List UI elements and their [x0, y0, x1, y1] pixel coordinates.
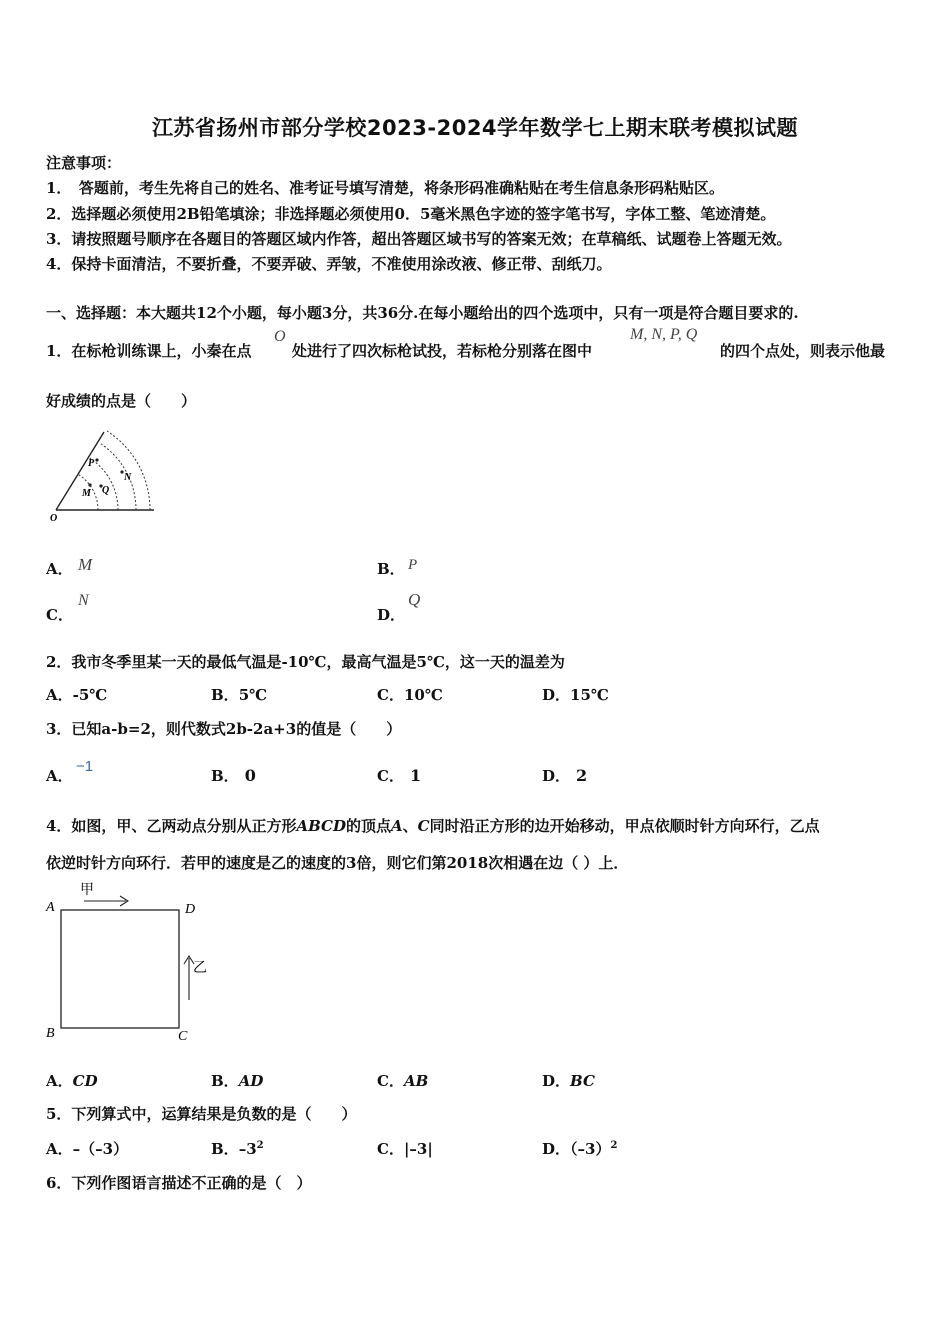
- q1-fig-label-n: N: [124, 472, 132, 483]
- q4-fig-square: [61, 910, 179, 1028]
- q4-text-part1: 4．如图，甲、乙两动点分别从正方形: [46, 817, 297, 835]
- q4-text-sep: 、: [402, 817, 418, 835]
- q5-option-b: [211, 1138, 264, 1159]
- q1-option-c-label: C．: [46, 606, 73, 624]
- q6-text: 6．下列作图语言描述不正确的是（ ）: [46, 1174, 312, 1192]
- q4-option-c-value: AB: [403, 1072, 429, 1090]
- q1-option-d-label: D．: [377, 606, 406, 624]
- q1-fig-arc-outermost: [107, 431, 150, 510]
- q5-option-a-label: A．: [46, 1140, 73, 1158]
- q4-text-line2: 依逆时针方向环行．若甲的速度是乙的速度的3倍，则它们第2018次相遇在边（ ）上．: [46, 854, 629, 872]
- q1-option-b-label: B．: [377, 560, 405, 578]
- q1-fig-left-edge: [56, 432, 104, 510]
- q3-option-c-label: C．: [377, 767, 404, 785]
- q2-option-c: [377, 684, 443, 705]
- q5-option-d: [542, 1138, 617, 1159]
- notice-item-1: 1． 答题前，考生先将自己的姓名、准考证号填写清楚，将条形码准确粘贴在考生信息条形码粘贴区。: [46, 179, 724, 197]
- q4-square-figure: [40, 878, 230, 1048]
- q4-symbol-abcd: ABCD: [296, 817, 346, 835]
- q4-text-part3: 同时沿正方形的边开始移动，甲点依顺时针方向环行，乙点: [429, 817, 820, 835]
- q3-option-c-value: 1: [409, 766, 422, 785]
- q1-fig-label-o: O: [50, 513, 58, 524]
- q2-option-d: [542, 684, 609, 705]
- q1-symbol-points: M, N, P, Q: [630, 326, 698, 343]
- q1-fig-label-q: Q: [102, 485, 110, 496]
- q4-option-b-label: B．: [211, 1072, 239, 1090]
- q5-option-b-exponent: 2: [256, 1140, 264, 1151]
- notice-heading: 注意事项：: [46, 154, 122, 172]
- q1-fig-label-p: P: [88, 458, 95, 469]
- q5-option-d-exponent: 2: [610, 1140, 618, 1151]
- q4-option-a: [46, 1070, 98, 1091]
- q1-option-c-value: N: [78, 592, 89, 609]
- q4-fig-label-d: D: [185, 902, 196, 917]
- q5-text: 5．下列算式中，运算结果是负数的是（ ）: [46, 1105, 357, 1123]
- q3-option-c: [377, 765, 421, 786]
- q5-option-c: [377, 1138, 433, 1159]
- q1-text-part1: 1．在标枪训练课上，小秦在点: [46, 342, 252, 360]
- q4-option-b: [211, 1070, 263, 1091]
- notice-item-2: 2．选择题必须使用2B铅笔填涂；非选择题必须使用0．5毫米黑色字迹的签字笔书写，字体工整、笔迹清楚。: [46, 205, 776, 223]
- q4-fig-label-b: B: [46, 1026, 55, 1041]
- q2-option-a-label: A．: [46, 686, 73, 704]
- q5-option-a-value: –（–3）: [72, 1140, 129, 1158]
- q4-fig-label-a: A: [46, 900, 55, 915]
- q2-option-b-value: 5℃: [238, 686, 268, 704]
- q3-option-a-label: A．: [46, 767, 73, 785]
- q4-fig-label-yi: 乙: [193, 960, 207, 976]
- q1-option-a-value: M: [78, 555, 93, 574]
- q1-option-a-label: A．: [46, 560, 73, 578]
- q4-option-a-value: CD: [72, 1072, 98, 1090]
- q2-option-c-label: C．: [377, 686, 404, 704]
- notice-item-3: 3．请按照题号顺序在各题目的答题区域内作答，超出答题区域书写的答案无效；在草稿纸、试题卷上答题无效。: [46, 230, 792, 248]
- q2-option-b-label: B．: [211, 686, 239, 704]
- q4-text-part2: 的顶点: [346, 817, 392, 835]
- q3-option-b-label: B．: [211, 767, 239, 785]
- q2-option-d-value: 15℃: [570, 686, 609, 704]
- q5-option-c-label: C．: [377, 1140, 404, 1158]
- q4-fig-label-c: C: [178, 1029, 188, 1044]
- q4-option-a-label: A．: [46, 1072, 73, 1090]
- q3-option-d-label: D．: [542, 767, 571, 785]
- q1-option-d-value: Q: [408, 590, 421, 609]
- q1-fig-point-p: [95, 458, 98, 461]
- q3-option-d: [542, 765, 587, 786]
- q5-option-d-label: D．: [542, 1140, 571, 1158]
- q3-option-b: [211, 765, 256, 786]
- q4-option-b-value: AD: [238, 1072, 264, 1090]
- q1-javelin-figure: [44, 426, 164, 526]
- q4-option-c-label: C．: [377, 1072, 404, 1090]
- q1-text-line2: 好成绩的点是（ ）: [46, 392, 197, 410]
- q2-text: 2．我市冬季里某一天的最低气温是-10℃，最高气温是5℃，这一天的温差为: [46, 653, 565, 671]
- q5-option-b-label: B．: [211, 1140, 239, 1158]
- section-heading: 一、选择题：本大题共12个小题，每小题3分，共36分.在每小题给出的四个选项中，只有一项是符合题目要求的.: [46, 304, 799, 322]
- q1-text-part2: 处进行了四次标枪试投，若标枪分别落在图中: [292, 342, 593, 360]
- q2-option-d-label: D．: [542, 686, 571, 704]
- q2-option-a-value: -5℃: [72, 686, 108, 704]
- q1-symbol-o: O: [274, 328, 286, 345]
- q4-option-c: [377, 1070, 428, 1091]
- notice-item-4: 4．保持卡面清洁，不要折叠，不要弄破、弄皱，不准使用涂改液、修正带、刮纸刀。: [46, 255, 612, 273]
- q5-option-a: [46, 1138, 128, 1159]
- q5-option-d-value: （–3）: [570, 1140, 611, 1158]
- q2-option-c-value: 10℃: [403, 686, 443, 704]
- q2-option-b: [211, 684, 267, 705]
- q4-text-line1: [46, 815, 820, 836]
- q2-option-a: [46, 684, 107, 705]
- q4-fig-label-jia: 甲: [80, 882, 94, 898]
- q4-option-d-value: BC: [570, 1072, 595, 1090]
- q3-option-b-value: 0: [244, 766, 256, 785]
- q4-symbol-c: C: [417, 817, 430, 835]
- q3-option-d-value: 2: [576, 766, 588, 785]
- q4-symbol-a: A: [391, 817, 403, 835]
- q1-fig-label-m: M: [82, 488, 91, 499]
- page-title: 江苏省扬州市部分学校2023-2024学年数学七上期末联考模拟试题: [151, 116, 799, 140]
- q5-option-b-value: –3: [238, 1140, 257, 1158]
- q1-option-b-value: P: [408, 557, 418, 573]
- q1-text-part3: 的四个点处，则表示他最: [720, 342, 886, 360]
- q5-option-c-value: |–3|: [403, 1140, 433, 1158]
- q4-option-d-label: D．: [542, 1072, 571, 1090]
- q4-option-d: [542, 1070, 595, 1091]
- q3-text: 3．已知a-b=2，则代数式2b-2a+3的值是（ ）: [46, 720, 402, 738]
- q3-option-a-value: −1: [76, 758, 94, 775]
- q1-fig-point-m: [88, 483, 91, 486]
